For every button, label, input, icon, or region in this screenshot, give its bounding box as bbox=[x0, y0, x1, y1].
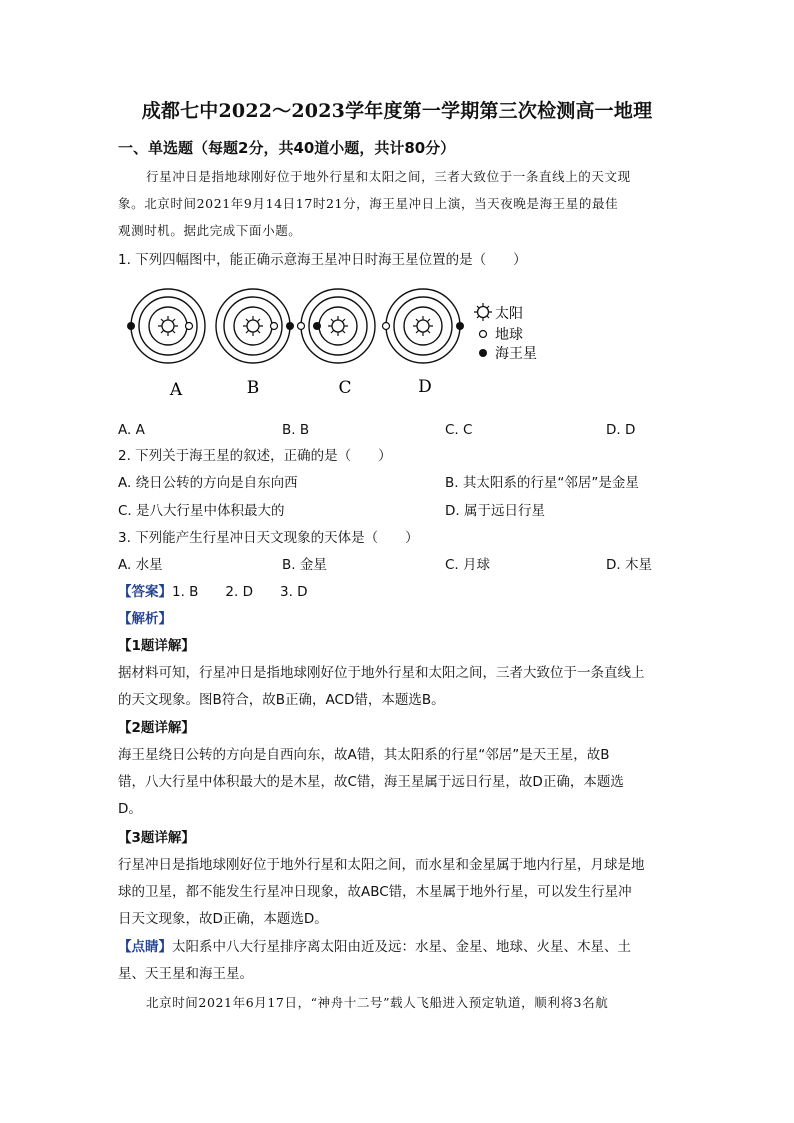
detail-line: 据材料可知，行星冲日是指地球刚好位于地外行星和太阳之间，三者大致位于一条直线上 bbox=[118, 665, 645, 681]
neptune-marker bbox=[286, 322, 294, 330]
legend bbox=[474, 303, 537, 362]
q1-option-d: D. D bbox=[606, 422, 636, 438]
detail-line: 的天文现象。图B符合，故B正确，ACD错，本题选B。 bbox=[118, 692, 445, 708]
diagram-label: C bbox=[338, 378, 352, 398]
detail-line: 行星冲日是指地球刚好位于地外行星和太阳之间，而水星和金星属于地内行星，月球是地 bbox=[118, 857, 645, 873]
diagram-c bbox=[298, 289, 376, 363]
earth-marker bbox=[271, 323, 278, 330]
diagram-label: A bbox=[169, 380, 183, 400]
sun-icon bbox=[413, 316, 433, 336]
section-heading: 一、单选题（每题2分，共40道小题，共计80分） bbox=[118, 139, 456, 157]
question-1-stem: 1. 下列四幅图中，能正确示意海王星冲日时海王星位置的是（ ） bbox=[118, 252, 527, 268]
tip-label: 【点睛】 bbox=[118, 939, 172, 955]
q3-option-b: B. 金星 bbox=[282, 557, 327, 573]
q2-option-b: B. 其太阳系的行星“邻居”是金星 bbox=[445, 475, 639, 491]
answer-line bbox=[118, 582, 308, 602]
q2-option-d: D. 属于远日行星 bbox=[445, 503, 545, 519]
page-title: 成都七中2022～2023学年度第一学期第三次检测高一地理 bbox=[141, 100, 653, 122]
sun-icon bbox=[474, 303, 492, 321]
detail-3-body bbox=[118, 852, 666, 933]
analysis-heading: 【解析】 bbox=[118, 611, 172, 627]
legend-sun-label: 太阳 bbox=[495, 306, 523, 322]
q3-option-d: D. 木星 bbox=[606, 557, 652, 573]
diagram-d bbox=[383, 289, 465, 363]
answer-text: 1. B 2. D 3. D bbox=[172, 584, 308, 600]
q2-option-a: A. 绕日公转的方向是自东向西 bbox=[118, 475, 298, 491]
detail-2-body bbox=[118, 742, 666, 823]
earth-marker bbox=[186, 323, 193, 330]
detail-line: 错，八大行星中体积最大的是木星，故C错，海王星属于远日行星，故D正确，本题选 bbox=[118, 774, 624, 790]
detail-line: 海王星绕日公转的方向是自西向东，故A错，其太阳系的行星“邻居”是天王星，故B bbox=[118, 747, 610, 763]
intro-line: 观测时机。据此完成下面小题。 bbox=[118, 223, 302, 238]
sun-icon bbox=[243, 316, 263, 336]
neptune-marker bbox=[313, 322, 321, 330]
q2-option-c: C. 是八大行星中体积最大的 bbox=[118, 503, 285, 519]
intro-line: 象。北京时间2021年9月14日17时21分，海王星冲日上演，当天夜晚是海王星的最佳 bbox=[118, 196, 619, 211]
earth-marker bbox=[383, 323, 390, 330]
sun-icon bbox=[158, 316, 178, 336]
detail-line: D。 bbox=[118, 801, 142, 817]
earth-icon bbox=[480, 331, 487, 338]
answer-label: 【答案】 bbox=[118, 584, 172, 600]
tip-text: 太阳系中八大行星排序离太阳由近及远：水星、金星、地球、火星、木星、土 bbox=[172, 939, 631, 955]
q3-option-c: C. 月球 bbox=[445, 557, 491, 573]
detail-2-heading: 【2题详解】 bbox=[118, 720, 195, 736]
q1-option-a: A. A bbox=[118, 422, 145, 438]
orbit-figure bbox=[118, 282, 568, 402]
q1-option-c: C. C bbox=[445, 422, 473, 438]
intro-line: 行星冲日是指地球刚好位于地外行星和太阳之间，三者大致位于一条直线上的天文现 bbox=[146, 169, 631, 184]
sun-icon bbox=[328, 316, 348, 336]
question-2-stem: 2. 下列关于海王星的叙述，正确的是（ ） bbox=[118, 448, 392, 464]
neptune-icon bbox=[479, 349, 487, 357]
next-passage-line: 北京时间2021年6月17日，“神舟十二号”载人飞船进入预定轨道，顺利将3名航 bbox=[146, 995, 609, 1010]
tip-line-1 bbox=[118, 934, 666, 961]
detail-1-body bbox=[118, 660, 666, 714]
tip-line-2: 星、天王星和海王星。 bbox=[118, 966, 253, 982]
tip-block bbox=[118, 934, 666, 988]
q1-option-b: B. B bbox=[282, 422, 310, 438]
neptune-marker bbox=[456, 322, 464, 330]
diagram-a bbox=[127, 289, 205, 363]
q3-option-a: A. 水星 bbox=[118, 557, 163, 573]
diagram-label: D bbox=[418, 377, 432, 397]
neptune-marker bbox=[127, 322, 135, 330]
detail-1-heading: 【1题详解】 bbox=[118, 638, 195, 654]
diagram-b bbox=[216, 289, 294, 363]
detail-line: 日天文现象，故D正确，本题选D。 bbox=[118, 911, 328, 927]
detail-line: 球的卫星，都不能发生行星冲日现象，故ABC错，木星属于地外行星，可以发生行星冲 bbox=[118, 884, 632, 900]
legend-neptune-label: 海王星 bbox=[495, 346, 537, 362]
intro-passage bbox=[118, 163, 666, 244]
legend-earth-label: 地球 bbox=[495, 327, 523, 343]
diagram-label: B bbox=[246, 378, 260, 398]
detail-3-heading: 【3题详解】 bbox=[118, 830, 195, 846]
question-3-stem: 3. 下列能产生行星冲日天文现象的天体是（ ） bbox=[118, 530, 419, 546]
earth-marker bbox=[298, 323, 305, 330]
